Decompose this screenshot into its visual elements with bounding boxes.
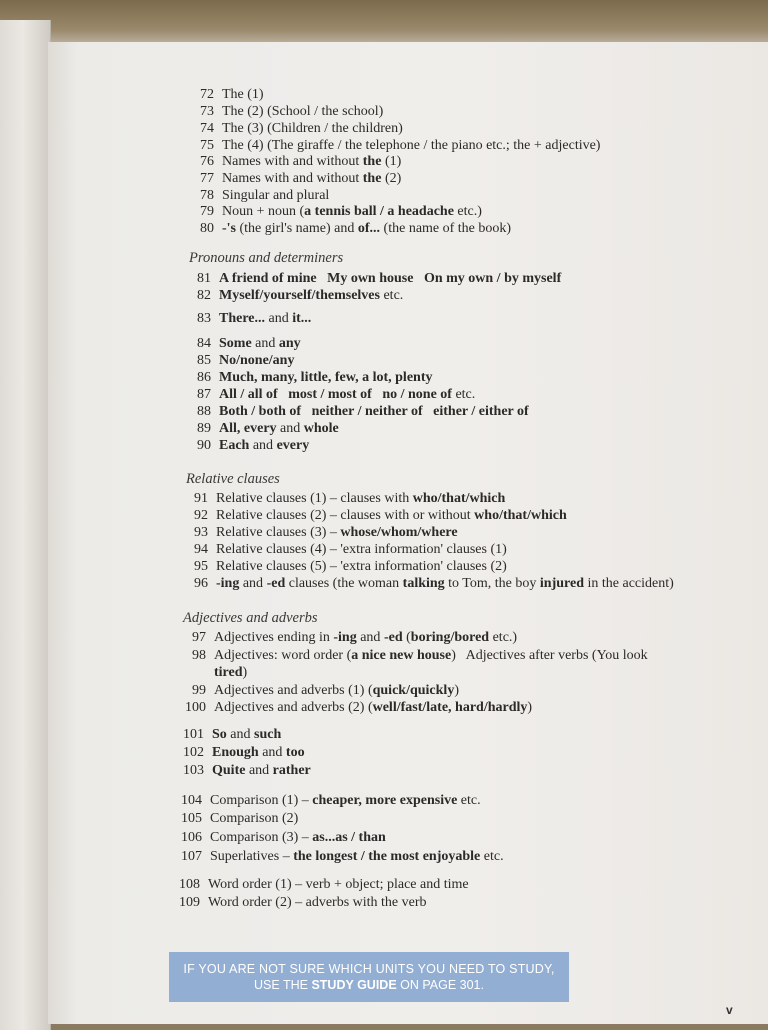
list-item: 107 Superlatives – the longest / the most enjoyable etc. (181, 849, 504, 864)
list-item: 105 Comparison (2) (181, 811, 299, 826)
list-item: 103 Quite and rather (183, 763, 311, 778)
list-item: 99 Adjectives and adverbs (1) (quick/quickly) (192, 683, 459, 698)
study-guide-note-line1: IF YOU ARE NOT SURE WHICH UNITS YOU NEED TO STUDY, (183, 962, 555, 976)
list-item: 100 Adjectives and adverbs (2) (well/fast/late, hard/hardly) (185, 700, 533, 715)
list-item: 85 No/none/any (197, 353, 295, 368)
list-item: 90 Each and every (197, 438, 310, 453)
list-item: 73 The (2) (School / the school) (200, 104, 384, 119)
list-item: 82 Myself/yourself/themselves etc. (197, 288, 404, 303)
list-item: 89 All, every and whole (197, 421, 339, 436)
list-item: 72 The (1) (200, 87, 264, 102)
list-item: 78 Singular and plural (200, 188, 330, 203)
study-guide-note (169, 952, 569, 1002)
list-item: 81 A friend of mine My own house On my own / by myself (197, 271, 562, 286)
list-item: 76 Names with and without the (1) (200, 154, 402, 169)
list-item-continuation: tired) (214, 665, 248, 680)
list-item: 109 Word order (2) – adverbs with the verb (179, 895, 427, 910)
list-item: 97 Adjectives ending in -ing and -ed (boring/bored etc.) (192, 630, 518, 645)
list-item: 106 Comparison (3) – as...as / than (181, 830, 386, 845)
list-item: 92 Relative clauses (2) – clauses with or without who/that/which (194, 508, 567, 523)
list-item: 102 Enough and too (183, 745, 305, 760)
list-item: 84 Some and any (197, 336, 301, 351)
list-item: 101 So and such (183, 727, 282, 742)
list-item: 95 Relative clauses (5) – 'extra information' clauses (2) (194, 559, 507, 574)
study-guide-note-line2: USE THE STUDY GUIDE ON PAGE 301. (254, 978, 484, 992)
list-item: 83 There... and it... (197, 311, 312, 326)
section-heading-relative-clauses: Relative clauses (186, 471, 280, 487)
list-item: 79 Noun + noun (a tennis ball / a headache etc.) (200, 204, 482, 219)
list-item: 77 Names with and without the (2) (200, 171, 402, 186)
list-item: 75 The (4) (The giraffe / the telephone / the piano etc.; the + adjective) (200, 138, 601, 153)
page-number: v (726, 1003, 733, 1017)
list-item: 96 -ing and -ed clauses (the woman talking to Tom, the boy injured in the accident) (194, 576, 674, 591)
section-heading-pronouns: Pronouns and determiners (189, 250, 344, 266)
list-item: 93 Relative clauses (3) – whose/whom/where (194, 525, 458, 540)
list-item: 104 Comparison (1) – cheaper, more expensive etc. (181, 793, 481, 808)
study-guide-emphasis: STUDY GUIDE (311, 978, 397, 992)
list-item: 108 Word order (1) – verb + object; place and time (179, 877, 469, 892)
list-item: 86 Much, many, little, few, a lot, plenty (197, 370, 433, 385)
list-item: 80 -'s (the girl's name) and of... (the name of the book) (200, 221, 512, 236)
list-item: 91 Relative clauses (1) – clauses with who/that/which (194, 491, 506, 506)
list-item: 74 The (3) (Children / the children) (200, 121, 403, 136)
list-item: 87 All / all of most / most of no / none of etc. (197, 387, 476, 402)
list-item: 88 Both / both of neither / neither of either / either of (197, 404, 529, 419)
section-heading-adjectives-adverbs: Adjectives and adverbs (183, 610, 318, 626)
list-item: 94 Relative clauses (4) – 'extra information' clauses (1) (194, 542, 507, 557)
list-item: 98 Adjectives: word order (a nice new house) Adjectives after verbs (You look (192, 648, 648, 663)
